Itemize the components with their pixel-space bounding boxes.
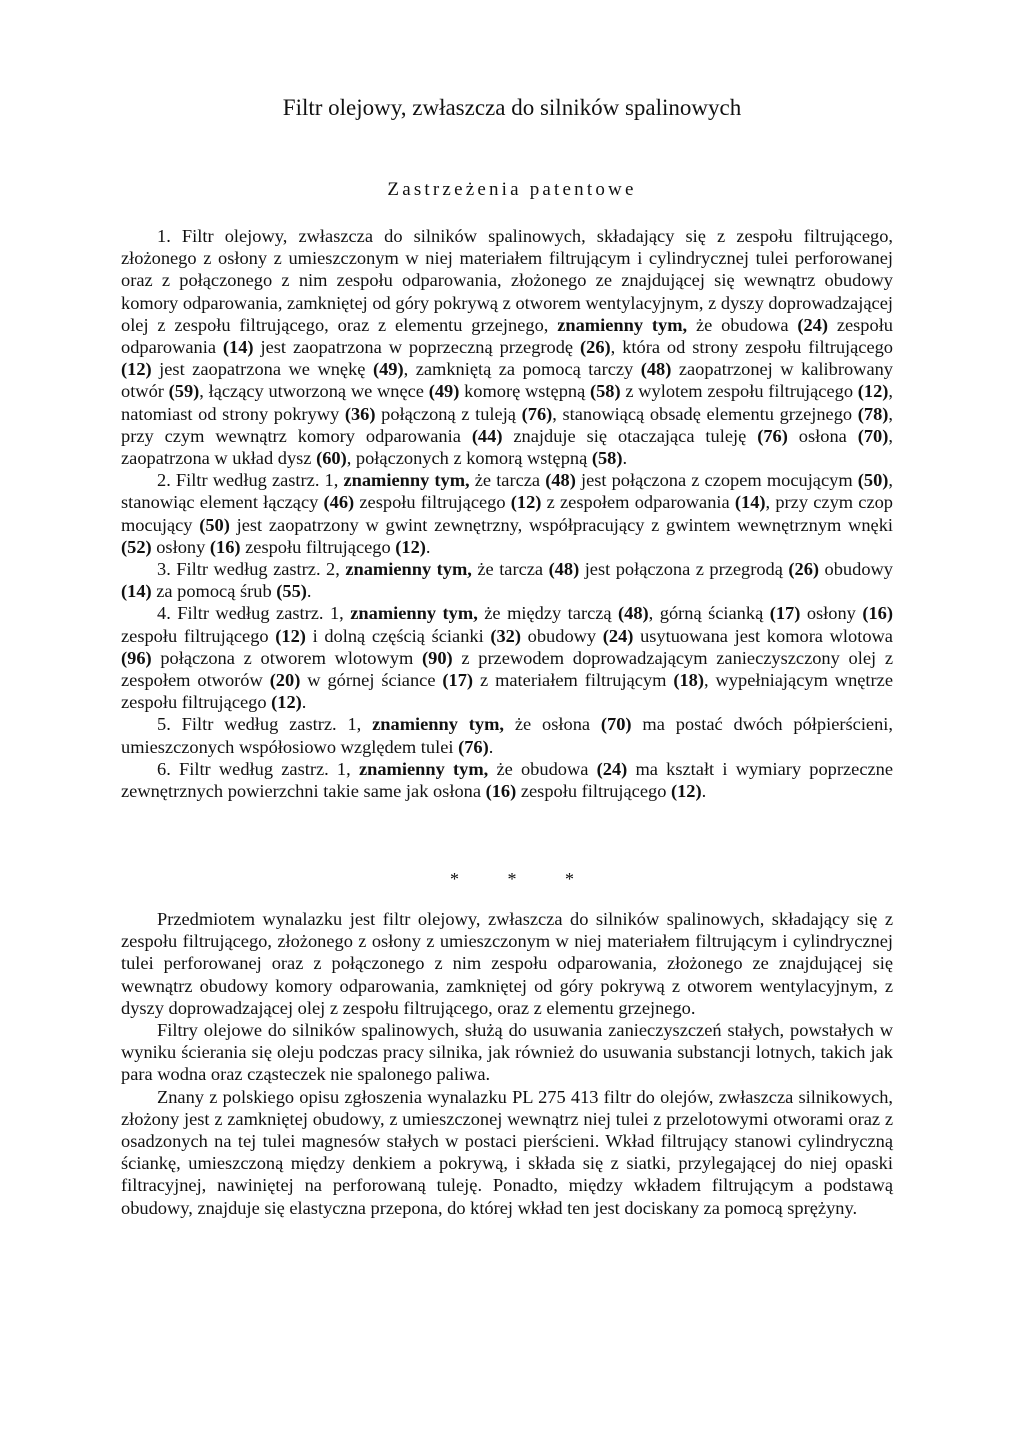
claim-text: , stanowiącą obsadę elementu grzejnego [552, 403, 858, 424]
claim-text: zespołu odparowania [121, 314, 894, 358]
claim-bold-text: znamienny tym, [372, 714, 505, 735]
claim-bold-text: znamienny tym, [343, 470, 470, 491]
description-paragraph: Znany z polskiego opisu zgłoszenia wynalazku PL 275 413 filtr do olejów, zwłaszcza silnikowych, złożony jest z zamkniętej obudowy, z umieszczonej wewnątrz niej tulei z przelotowymi otworami oraz z osadzonych na tej tulei magnesów stałych w postaci pierścieni. Wkład filtrujący stanowi cylindryczną ściankę, umieszczoną między denkiem a pokrywą, i składa się z siatki, przylegającej do niej opaski filtracyjnej, nawiniętej na perforowaną tuleję. Ponadto, między wkładem filtrującym a podstawą obudowy, znajduje się elastyczna przepona, do której wkład ten jest dociskany za pomocą sprężyny. [121, 1086, 893, 1218]
claim-bold-text: (60) [316, 448, 347, 469]
claim-bold-text: (24) [602, 625, 634, 646]
claim-text: ma kształt i wymiary poprzeczne zewnętrznych powierzchni takie same jak osłona [121, 758, 893, 802]
claim-bold-text: (26) [788, 559, 820, 580]
claim-text: obudowy [819, 559, 893, 580]
claim-bold-text: (24) [797, 314, 828, 335]
claim-bold-text: (12) [510, 492, 542, 513]
claim-bold-text: (12) [857, 381, 889, 402]
claim-text: zespołu filtrującego [354, 492, 511, 513]
claim-text: 2. Filtr według zastrz. 1, [157, 470, 344, 491]
claim-text: z przewodem doprowadzającym zanieczyszczony olej z zespołem otworów [121, 647, 893, 691]
claim-bold-text: (12) [395, 536, 426, 557]
claim-text: . [701, 781, 707, 802]
claim-bold-text: (46) [323, 492, 355, 513]
claim-bold-text: (44) [471, 425, 503, 446]
claim-text: 6. Filtr według zastrz. 1, [157, 758, 359, 779]
claim-text: jest zaopatrzona we wnękę [151, 359, 373, 380]
claim-text: osłony [151, 536, 210, 557]
claim-bold-text: (12) [121, 359, 152, 380]
claim-text: że osłona [504, 714, 601, 735]
claim-bold-text: (12) [670, 781, 702, 802]
claim-bold-text: (17) [769, 603, 801, 624]
claim-text: , wypełniającym wnętrze zespołu filtrującego [121, 670, 893, 713]
claim-text: , stanowiąc element łączący [121, 470, 893, 513]
claim-bold-text: (16) [209, 536, 241, 557]
section-separator: * * * [450, 869, 596, 889]
claim-text: zespołu filtrującego [516, 781, 671, 802]
claim-bold-text: (76) [521, 403, 553, 424]
claim-bold-text: (50) [857, 470, 889, 491]
description-paragraph: Filtry olejowe do silników spalinowych, służą do usuwania zanieczyszczeń stałych, powstałych w wyniku ścierania się oleju podczas pracy silnika, jak również do usuwania substancji lotnych, takich jak para wodna oraz cząsteczek nie spalonego paliwa. [121, 1020, 893, 1085]
claim-text: 4. Filtr według zastrz. 1, [157, 603, 351, 624]
claim-text: jest połączona z przegrodą [579, 559, 789, 580]
claim-bold-text: (90) [422, 647, 453, 668]
claim-5 [121, 713, 893, 757]
claim-text: że między tarczą [477, 603, 619, 624]
claim-bold-text: (96) [121, 647, 152, 668]
claim-bold-text: (12) [271, 692, 302, 713]
claim-4 [121, 602, 893, 713]
claim-bold-text: (16) [862, 603, 893, 624]
claim-bold-text: (58) [591, 448, 623, 469]
claim-bold-text: (48) [640, 359, 672, 380]
claim-bold-text: (76) [458, 736, 489, 757]
claim-text: że obudowa [687, 314, 798, 335]
claim-bold-text: (59) [168, 381, 200, 402]
claim-text: . [622, 448, 628, 469]
claim-text: zaopatrzonej w kalibrowany otwór [121, 359, 894, 402]
claim-text: z materiałem filtrującym [473, 670, 674, 691]
claim-bold-text: (78) [857, 403, 889, 424]
claim-text: obudowy [521, 625, 603, 646]
claim-text: że tarcza [471, 559, 549, 580]
claim-bold-text: (16) [485, 781, 517, 802]
claim-text: zespołu filtrującego [121, 625, 276, 646]
claim-text: , natomiast od strony pokrywy [121, 381, 893, 424]
claim-bold-text: (18) [673, 670, 704, 691]
claim-text: jest zaopatrzona w poprzeczną przegrodę [253, 337, 581, 358]
claim-text: z zespołem odparowania [541, 492, 735, 513]
claim-bold-text: (48) [545, 470, 576, 491]
claim-text: 5. Filtr według zastrz. 1, [157, 714, 373, 735]
claim-bold-text: znamienny tym, [557, 314, 688, 335]
claim-text: . [306, 581, 312, 602]
claim-text: zespołu filtrującego [240, 536, 396, 557]
claim-text: w górnej ściance [300, 670, 443, 691]
claim-1 [121, 225, 893, 469]
claim-bold-text: (50) [199, 514, 230, 535]
claim-3 [121, 558, 893, 602]
claim-2 [121, 469, 893, 558]
description-section [121, 908, 893, 1219]
claim-bold-text: (14) [734, 492, 766, 513]
claim-text: , zaopatrzona w układ dysz [121, 425, 893, 469]
claim-6 [121, 758, 893, 802]
claim-text: połączona z otworem wlotowym [151, 647, 422, 668]
claim-text: . [425, 536, 431, 557]
claim-bold-text: (48) [618, 603, 649, 624]
claim-text: za pomocą śrub [151, 581, 277, 602]
claim-bold-text: (20) [269, 670, 301, 691]
claim-bold-text: (14) [222, 337, 254, 358]
claim-bold-text: (55) [276, 581, 307, 602]
claim-text: jest zaopatrzony w gwint zewnętrzny, współpracujący z gwintem wewnętrznym wnęki [229, 514, 894, 535]
claim-text: jest połączona z czopem mocującym [575, 470, 858, 491]
claim-bold-text: (52) [121, 536, 152, 557]
claim-text: osłona [787, 425, 858, 446]
claims-section [121, 225, 893, 802]
claim-text: , łączący utworzoną we wnęce [199, 381, 429, 402]
claim-text: , przy czym wewnątrz komory odparowania [121, 403, 894, 446]
claim-bold-text: znamienny tym, [350, 603, 478, 624]
claim-text: osłony [800, 603, 863, 624]
claim-bold-text: (24) [596, 758, 628, 779]
description-paragraph: Przedmiotem wynalazku jest filtr olejowy, zwłaszcza do silników spalinowych, składający się z zespołu filtrującego, złożonego z osłony z umieszczonym w niej materiałem filtrującym i cylindrycznej tulei perforowanej oraz z połączonego z nim zespołu odparowania, złożonego ze znajdującej się wewnątrz obudowy komory odparowania, zamkniętej od góry pokrywą z otworem wentylacyjnym, z dyszy doprowadzającej olej z zespołu filtrującego, oraz z elementu grzejnego. [121, 909, 893, 1018]
claim-bold-text: (48) [548, 559, 580, 580]
claim-bold-text: (49) [428, 381, 460, 402]
claim-text: , przy czym czop mocujący [121, 492, 894, 535]
claim-bold-text: (70) [857, 425, 889, 446]
claim-bold-text: znamienny tym, [345, 559, 472, 580]
claim-text: ma postać dwóch półpierścieni, umieszczonych współosiowo względem tulei [121, 714, 893, 757]
claim-bold-text: (32) [490, 625, 521, 646]
claim-bold-text: (12) [275, 625, 306, 646]
document-title: Filtr olejowy, zwłaszcza do silników spalinowych [282, 95, 742, 120]
claim-text: , zamkniętą za pomocą tarczy [403, 359, 641, 380]
claim-bold-text: znamienny tym, [358, 758, 489, 779]
claim-text: usytuowana jest komora wlotowa [633, 625, 893, 646]
claim-text: . [488, 736, 494, 757]
claim-text: z wylotem zespołu filtrującego [620, 381, 858, 402]
claim-text: komorę wstępną [459, 381, 590, 402]
claim-text: że tarcza [469, 470, 546, 491]
claim-text: , połączonych z komorą wstępną [346, 448, 592, 469]
claim-bold-text: (14) [121, 581, 152, 602]
claim-text: , która od strony zespołu filtrującego [610, 337, 894, 358]
claim-bold-text: (58) [589, 381, 621, 402]
claim-text: 3. Filtr według zastrz. 2, [157, 559, 346, 580]
claim-text: . [301, 692, 307, 713]
claim-text: znajduje się otaczająca tuleję [502, 425, 758, 446]
claim-bold-text: (17) [442, 670, 474, 691]
claim-bold-text: (76) [757, 425, 788, 446]
claims-heading: Zastrzeżenia patentowe [387, 179, 637, 200]
claim-text: 1. Filtr olejowy, zwłaszcza do silników spalinowych, składający się z zespołu filtrującego, złożonego z osłony z umieszczonym w niej materiałem filtrującym i cylindrycznej tulei perforowanej oraz z połączonego z nim zespołu odparowania, złożonego ze znajdującej się wewnątrz obudowy komory odparowania, zamkniętej od góry pokrywą z otworem wentylacyjnym, z dyszy doprowadzającej olej z zespołu filtrującego, oraz z elementu grzejnego, [121, 226, 893, 335]
claim-bold-text: (26) [580, 337, 611, 358]
claim-text: , górną ścianką [648, 603, 770, 624]
claim-bold-text: (49) [372, 359, 404, 380]
claim-text: połączoną z tuleją [375, 403, 522, 424]
claim-bold-text: (70) [600, 714, 632, 735]
claim-text: i dolną częścią ścianki [305, 625, 491, 646]
claim-bold-text: (36) [344, 403, 376, 424]
claim-text: że obudowa [488, 758, 597, 779]
